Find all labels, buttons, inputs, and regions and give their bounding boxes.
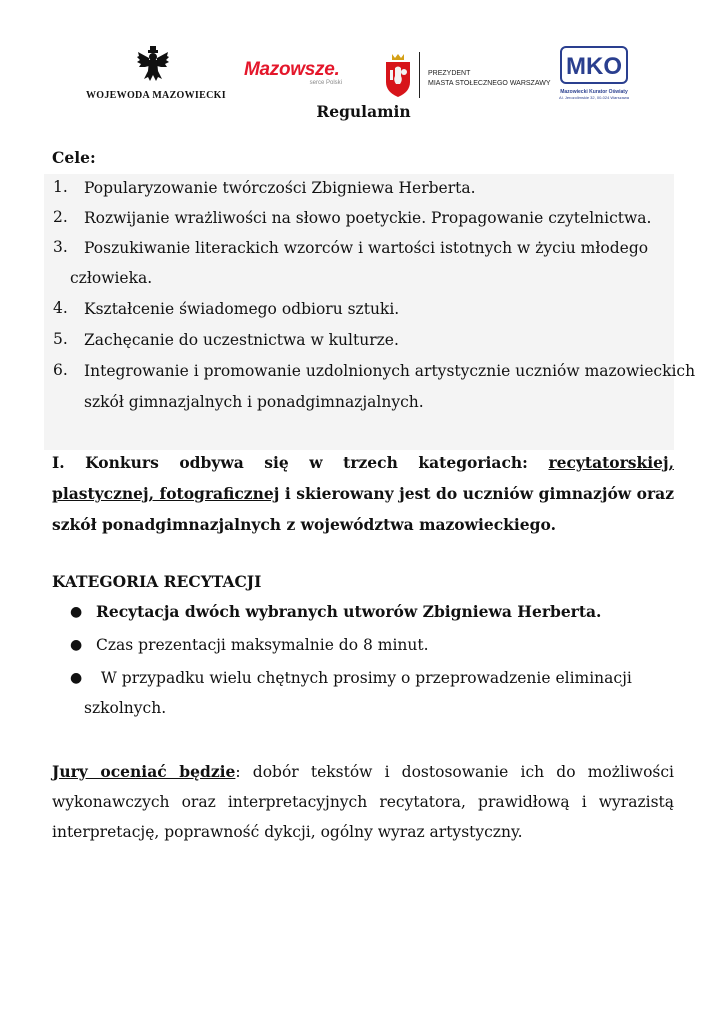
goal-item-continuation: szkół gimnazjalnych i ponadgimnazjalnych. — [84, 393, 424, 411]
goal-number: 3. — [53, 238, 68, 256]
warszawa-logo — [383, 52, 551, 104]
warszawa-line2: MIASTA STOŁECZNEGO WARSZAWY — [428, 80, 551, 87]
section-competition-categories — [52, 447, 674, 540]
jury-text: : dobór tekstów i dostosowanie ich do możliwości wykonawczych oraz interpretacyjnych recytatora, prawidłową i wyrazistą interpretację, poprawność dykcji, ogólny wyraz artystyczny. — [52, 763, 674, 841]
goal-item: Zachęcanie do uczestnictwa w kulturze. — [84, 331, 399, 349]
bullet-icon: ● — [70, 604, 83, 620]
mazowsze-tagline: serce Polski — [309, 80, 342, 86]
goal-item: Kształcenie świadomego odbioru sztuki. — [84, 300, 400, 318]
recitation-heading: KATEGORIA RECYTACJI — [52, 572, 262, 591]
goals-heading: Cele: — [52, 148, 96, 167]
mko-line1: Mazowiecki Kurator Oświaty — [560, 89, 628, 95]
goal-number: 4. — [53, 299, 68, 317]
mko-mark-text: MKO — [566, 53, 622, 80]
goal-item-continuation: człowieka. — [70, 269, 153, 287]
section1-lead: I. Konkurs odbywa się w trzech kategoriach: — [52, 453, 549, 472]
goal-number: 1. — [53, 178, 68, 196]
goal-item: Popularyzowanie twórczości Zbigniewa Herberta. — [84, 179, 476, 197]
bullet-icon: ● — [70, 670, 83, 686]
goal-number: 6. — [53, 361, 68, 379]
mko-mark-icon — [560, 46, 628, 84]
goal-number: 2. — [53, 208, 68, 226]
mko-line2: Al. Jerozolimskie 32, 00-024 Warszawa — [559, 95, 629, 100]
mko-logo — [557, 46, 631, 100]
mazowsze-logo — [244, 60, 366, 87]
recitation-bullet: Recytacja dwóch wybranych utworów Zbigniewa Herberta. — [96, 602, 602, 621]
recitation-bullet: W przypadku wielu chętnych prosimy o przeprowadzenie eliminacji — [96, 669, 632, 687]
page-title: Regulamin — [316, 102, 411, 121]
warszawa-line1: PREZYDENT — [428, 70, 471, 77]
goal-item: Poszukiwanie literackich wzorców i wartości istotnych w życiu młodego — [84, 239, 649, 257]
bullet-icon: ● — [70, 637, 83, 653]
section1-tail: i skierowany jest do uczniów gimnazjów oraz szkół ponadgimnazjalnych z województwa mazowieckiego. — [52, 484, 674, 534]
section1-categories: recytatorskiej, plastycznej, fotograficznej — [52, 453, 674, 503]
mazowsze-brand: Mazowsze. — [244, 59, 340, 80]
eagle-emblem-icon — [136, 46, 170, 84]
jury-criteria — [52, 757, 674, 847]
jury-label: Jury oceniać będzie — [52, 762, 236, 781]
goal-item: Integrowanie i promowanie uzdolnionych artystycznie uczniów mazowieckich — [84, 362, 696, 380]
recitation-bullet: Czas prezentacji maksymalnie do 8 minut. — [96, 636, 429, 654]
wojewoda-logo — [86, 46, 226, 101]
logo-bar — [0, 40, 725, 110]
wojewoda-text: WOJEWODA MAZOWIECKI — [86, 90, 226, 101]
logo-divider — [419, 52, 420, 98]
warsaw-coat-of-arms-icon — [383, 52, 413, 98]
goal-item: Rozwijanie wrażliwości na słowo poetyckie. Propagowanie czytelnictwa. — [84, 209, 652, 227]
recitation-bullet-continuation: szkolnych. — [84, 699, 167, 717]
goal-number: 5. — [53, 330, 68, 348]
